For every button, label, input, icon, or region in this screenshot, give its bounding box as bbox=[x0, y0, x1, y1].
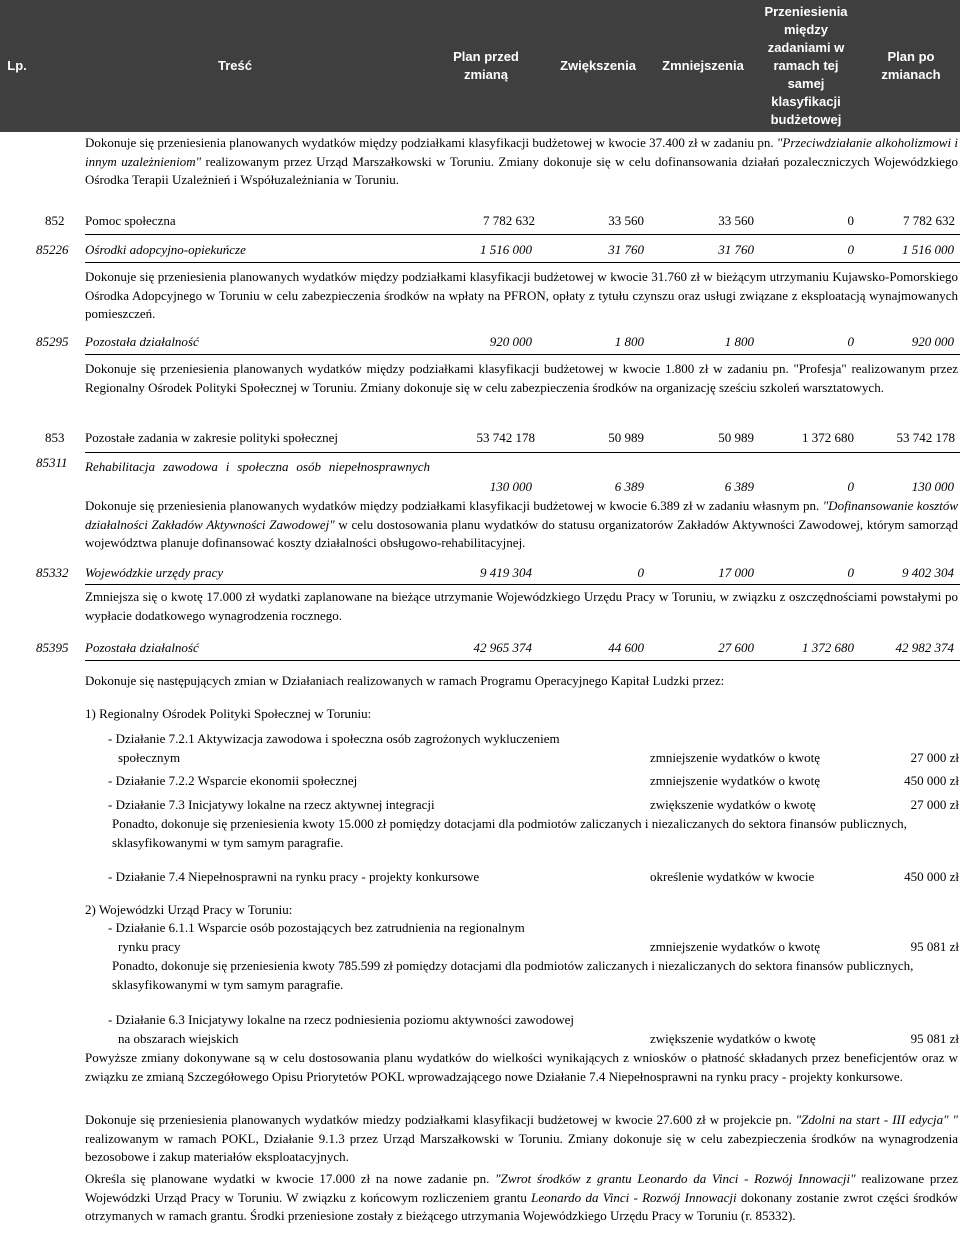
row-85226-zw: 31 760 bbox=[608, 242, 644, 257]
pokl-722-operation: zmniejszenie wydatków o kwotę bbox=[650, 773, 821, 788]
row-853-plan: 53 742 178 bbox=[476, 430, 535, 445]
pokl-zdolni-note bbox=[85, 1111, 958, 1167]
pokl-74: - Działanie 7.4 Niepełnosprawni na rynku pracy - projekty konkursowe bbox=[108, 869, 480, 884]
header-zmniejszenia: Zmniejszenia bbox=[662, 58, 744, 73]
row-85295a-zw: 1 800 bbox=[614, 334, 644, 349]
row-853-po: 53 742 178 bbox=[896, 430, 955, 445]
row-85311-plan: 130 000 bbox=[489, 479, 532, 494]
note-top bbox=[85, 134, 958, 190]
row-85332-prz: 0 bbox=[847, 565, 854, 580]
pokl-63-line1: - Działanie 6.3 Inicjatywy lokalne na rzecz podniesienia poziomu aktywności zawodowej bbox=[108, 1012, 575, 1027]
pokl-611-amount: 95 081 zł bbox=[910, 939, 959, 954]
row-85295a-underline bbox=[85, 354, 960, 355]
row-853-name: Pozostałe zadania w zakresie polityki społecznej bbox=[85, 430, 339, 445]
pokl-leonardo-task: "Zwrot środków z grantu Leonardo da Vinci - Rozwój Innowacji" bbox=[495, 1171, 856, 1186]
row-85311-po: 130 000 bbox=[911, 479, 954, 494]
row-852-code: 852 bbox=[45, 213, 65, 228]
row-853-zw: 50 989 bbox=[608, 430, 644, 445]
row-85295a-note: Dokonuje się przeniesienia planowanych wydatków między podziałkami klasyfikacji budżetowej w kwocie 1.800 zł w zadaniu pn. "Profesja" realizowanym przez Regionalny Ośrodek Polityki Społecznej w Toruniu. Zmiany dokonuje się w celu zabezpieczenia środków na organizację sześciu szkoleń warsztatowych. bbox=[85, 361, 958, 395]
pokl-611-line2: rynku pracy bbox=[118, 939, 181, 954]
row-85226-note: Dokonuje się przeniesienia planowanych wydatków między podziałkami klasyfikacji budżetowej w kwocie 31.760 zł w bieżącym utrzymaniu Kujawsko-Pomorskiego Ośrodka Adopcyjnego w Toruniu w celu zabezpieczenia środków na wpłaty na PFRON, opłaty z tytułu czynszu oraz usługi związane z eksploatacją wynajmowanych pomieszczeń. bbox=[85, 269, 958, 321]
header-plan-przed: Plan przed zmianą bbox=[453, 49, 519, 82]
row-85332-plan: 9 419 304 bbox=[480, 565, 532, 580]
pokl-721-operation: zmniejszenie wydatków o kwotę bbox=[650, 750, 821, 765]
pokl-leonardo-text3: realizowane przez Wojewódzki Urząd Pracy w Toruniu. W związku z końcowym rozliczeniem grantu bbox=[85, 1171, 958, 1205]
pokl-721-line2: społecznym bbox=[118, 750, 181, 765]
row-85226-po: 1 516 000 bbox=[902, 242, 954, 257]
row-85311-note-task: "Dofinansowanie kosztów działalności Zakładów Aktywności Zawodowej" bbox=[85, 498, 959, 532]
row-85226-underline bbox=[85, 262, 960, 263]
row-85311-prz: 0 bbox=[847, 479, 854, 494]
pokl-intro: Dokonuje się następujących zmian w Działaniach realizowanych w ramach Programu Operacyjnego Kapitał Ludzki przez: bbox=[85, 673, 725, 688]
row-85295a-prz: 0 bbox=[847, 334, 854, 349]
row-85226-prz: 0 bbox=[847, 242, 854, 257]
row-853-prz: 1 372 680 bbox=[802, 430, 854, 445]
row-852-underline bbox=[85, 234, 960, 235]
table-header bbox=[0, 0, 960, 132]
row-852-zw: 33 560 bbox=[608, 213, 644, 228]
row-85295a-po: 920 000 bbox=[911, 334, 954, 349]
pokl-721-line1: - Działanie 7.2.1 Aktywizacja zawodowa i społeczna osób zagrożonych wykluczeniem bbox=[108, 731, 560, 746]
row-85311-note-text1: Dokonuje się przeniesienia planowanych wydatków między podziałkami klasyfikacji budżetowej w kwocie 6.389 zł w zadaniu własnym pn. bbox=[85, 498, 823, 513]
pokl-73: - Działanie 7.3 Inicjatywy lokalne na rzecz aktywnej integracji bbox=[108, 797, 435, 812]
pokl-721-amount: 27 000 zł bbox=[910, 750, 959, 765]
pokl-73-amount: 27 000 zł bbox=[910, 797, 959, 812]
pokl-leonardo-text1: Określa się planowane wydatki w kwocie 17.000 zł na nowe zadanie pn. bbox=[85, 1171, 496, 1186]
note-top-task: "Przeciwdziałanie alkoholizmowi i innym uzależnieniom" bbox=[85, 135, 958, 169]
row-85226-plan: 1 516 000 bbox=[480, 242, 532, 257]
row-853-zm: 50 989 bbox=[718, 430, 754, 445]
row-85295a-name: Pozostała działalność bbox=[85, 334, 199, 349]
row-85395-zm: 27 600 bbox=[718, 640, 754, 655]
pokl-63-operation: zwiększenie wydatków o kwotę bbox=[650, 1031, 816, 1046]
pokl-leonardo-grant: Leonardo da Vinci - Rozwój Innowacji bbox=[531, 1189, 737, 1205]
header-tresc: Treść bbox=[218, 58, 252, 73]
row-85226-zm: 31 760 bbox=[718, 242, 754, 257]
row-85311-zm: 6 389 bbox=[724, 479, 754, 494]
row-85332-note: Zmniejsza się o kwotę 17.000 zł wydatki zaplanowane na bieżące utrzymanie Wojewódzkiego Urzędu Pracy w Toruniu, w związku z oszczędnościami powstałymi po wypłacie dodatkowego wynagrodzenia rocznego. bbox=[85, 589, 958, 623]
row-85395-underline bbox=[85, 660, 960, 661]
row-85311-note bbox=[85, 497, 958, 553]
pokl-summary: Powyższe zmiany dokonywane są w celu dostosowania planu wydatków do wielkości wynikających z wniosków o płatność składanych przez beneficjentów oraz w związku ze zmianą Szczegółowego Opisu Priorytetów POKL wprowadzającego nowe Działanie 7.4 Niepełnosprawni na rynku pracy - projekty konkursowe. bbox=[85, 1050, 958, 1084]
header-lp: Lp. bbox=[7, 58, 27, 73]
row-85395-plan: 42 965 374 bbox=[473, 640, 532, 655]
pokl-section-1: 1) Regionalny Ośrodek Polityki Społecznej w Toruniu: bbox=[85, 706, 372, 721]
row-852-po: 7 782 632 bbox=[903, 213, 955, 228]
pokl-722-amount: 450 000 zł bbox=[904, 773, 959, 788]
row-85395-prz: 1 372 680 bbox=[802, 640, 854, 655]
row-853-code: 853 bbox=[45, 430, 65, 445]
row-852-name: Pomoc społeczna bbox=[85, 213, 176, 228]
pokl-74-amount: 450 000 zł bbox=[904, 869, 959, 884]
row-85395-po: 42 982 374 bbox=[895, 640, 954, 655]
row-85295a-plan: 920 000 bbox=[489, 334, 532, 349]
note-top-text1: Dokonuje się przeniesienia planowanych wydatków między podziałkami klasyfikacji budżetowej w kwocie 37.400 zł w zadaniu pn. bbox=[85, 135, 777, 150]
pokl-zdolni-project: "Zdolni na start - III edycja" " bbox=[795, 1112, 958, 1127]
pokl-leonardo-text5: dokonany zostanie zwrot części środków otrzymanych w ramach grantu. Środki przeniesione zostały z bieżącego utrzymania Wojewódzkiego Urzędu Pracy w Toruniu (r. 85332). bbox=[85, 1189, 958, 1223]
row-853-underline bbox=[85, 452, 960, 453]
row-85311-code: 85311 bbox=[36, 455, 68, 470]
pokl-611-line1: - Działanie 6.1.1 Wsparcie osób pozostających bez zatrudnienia na regionalnym bbox=[108, 920, 525, 935]
pokl-73-operation: zwiększenie wydatków o kwotę bbox=[650, 797, 816, 812]
row-85395-code: 85395 bbox=[36, 640, 69, 655]
note-top-text3: realizowanym przez Urząd Marszałkowski w Toruniu. Zmiany dokonuje się w celu dofinansowania działań pozaleczniczych Wojewódzkiego Ośrodka Terapii Uzależnień i Współuzależniania w Toruniu. bbox=[85, 153, 958, 187]
row-85332-underline bbox=[85, 584, 960, 585]
pokl-zdolni-text3: realizowanym w ramach POKL, Działanie 9.1.3 przez Urząd Marszałkowski w Toruniu. Zmiany dokonuje się w celu zabezpieczenia środków na wynagrodzenia bezosobowe i zakup materiałów eksploatacyjnych. bbox=[85, 1130, 958, 1164]
row-85295a-zm: 1 800 bbox=[724, 334, 754, 349]
header-zwiekszenia: Zwiększenia bbox=[560, 58, 636, 73]
row-85332-code: 85332 bbox=[36, 565, 69, 580]
row-85332-zw: 0 bbox=[637, 565, 644, 580]
row-85226-name: Ośrodki adopcyjno-opiekuńcze bbox=[85, 242, 246, 257]
row-85332-po: 9 402 304 bbox=[902, 565, 954, 580]
pokl-611-note: Ponadto, dokonuje się przeniesienia kwoty 785.599 zł pomiędzy dotacjami dla podmiotów zaliczanych i niezaliczanych do sektora finansów publicznych, sklasyfikowanymi w tym samym paragrafie. bbox=[112, 958, 914, 992]
row-85311-zw: 6 389 bbox=[614, 479, 644, 494]
header-plan-po: Plan po zmianach bbox=[881, 49, 941, 82]
pokl-zdolni-text1: Dokonuje się przeniesienia planowanych wydatków miedzy podziałkami klasyfikacji budżetowej w kwocie 27.600 zł w projekcie pn. bbox=[85, 1112, 796, 1127]
row-85295a-code: 85295 bbox=[36, 334, 69, 349]
pokl-63-line2: na obszarach wiejskich bbox=[118, 1031, 239, 1046]
row-85226-code: 85226 bbox=[36, 242, 69, 257]
row-852-prz: 0 bbox=[847, 213, 854, 228]
pokl-leonardo-note bbox=[85, 1170, 958, 1226]
row-852-plan: 7 782 632 bbox=[483, 213, 535, 228]
row-85311-note-text3: w celu dostosowania planu wydatków do statusu organizatorów Zakładów Aktywności Zawodowej, którym samorząd województwa planuje dofinansować koszty działalności obsługowo-rehabilitacyjnej. bbox=[85, 516, 958, 550]
pokl-611-operation: zmniejszenie wydatków o kwotę bbox=[650, 939, 821, 954]
pokl-722: - Działanie 7.2.2 Wsparcie ekonomii społecznej bbox=[108, 773, 358, 788]
row-85311-name: Rehabilitacja zawodowa i społeczna osób niepełnosprawnych bbox=[85, 459, 430, 474]
pokl-73-note: Ponadto, dokonuje się przeniesienia kwoty 15.000 zł pomiędzy dotacjami dla podmiotów zaliczanych i niezaliczanych do sektora finansów publicznych, sklasyfikowanymi w tym samym paragrafie. bbox=[112, 816, 907, 850]
pokl-63-amount: 95 081 zł bbox=[910, 1031, 959, 1046]
header-przeniesienia: Przeniesienia między zadaniami w ramach tej samej klasyfikacji budżetowej bbox=[764, 4, 848, 127]
row-85332-zm: 17 000 bbox=[718, 565, 754, 580]
pokl-section-2: 2) Wojewódzki Urząd Pracy w Toruniu: bbox=[85, 902, 293, 917]
row-85395-name: Pozostała działalność bbox=[85, 640, 199, 655]
row-85332-name: Wojewódzkie urzędy pracy bbox=[85, 565, 224, 580]
row-85395-zw: 44 600 bbox=[608, 640, 644, 655]
pokl-74-operation: określenie wydatków w kwocie bbox=[650, 869, 815, 884]
row-852-zm: 33 560 bbox=[718, 213, 754, 228]
